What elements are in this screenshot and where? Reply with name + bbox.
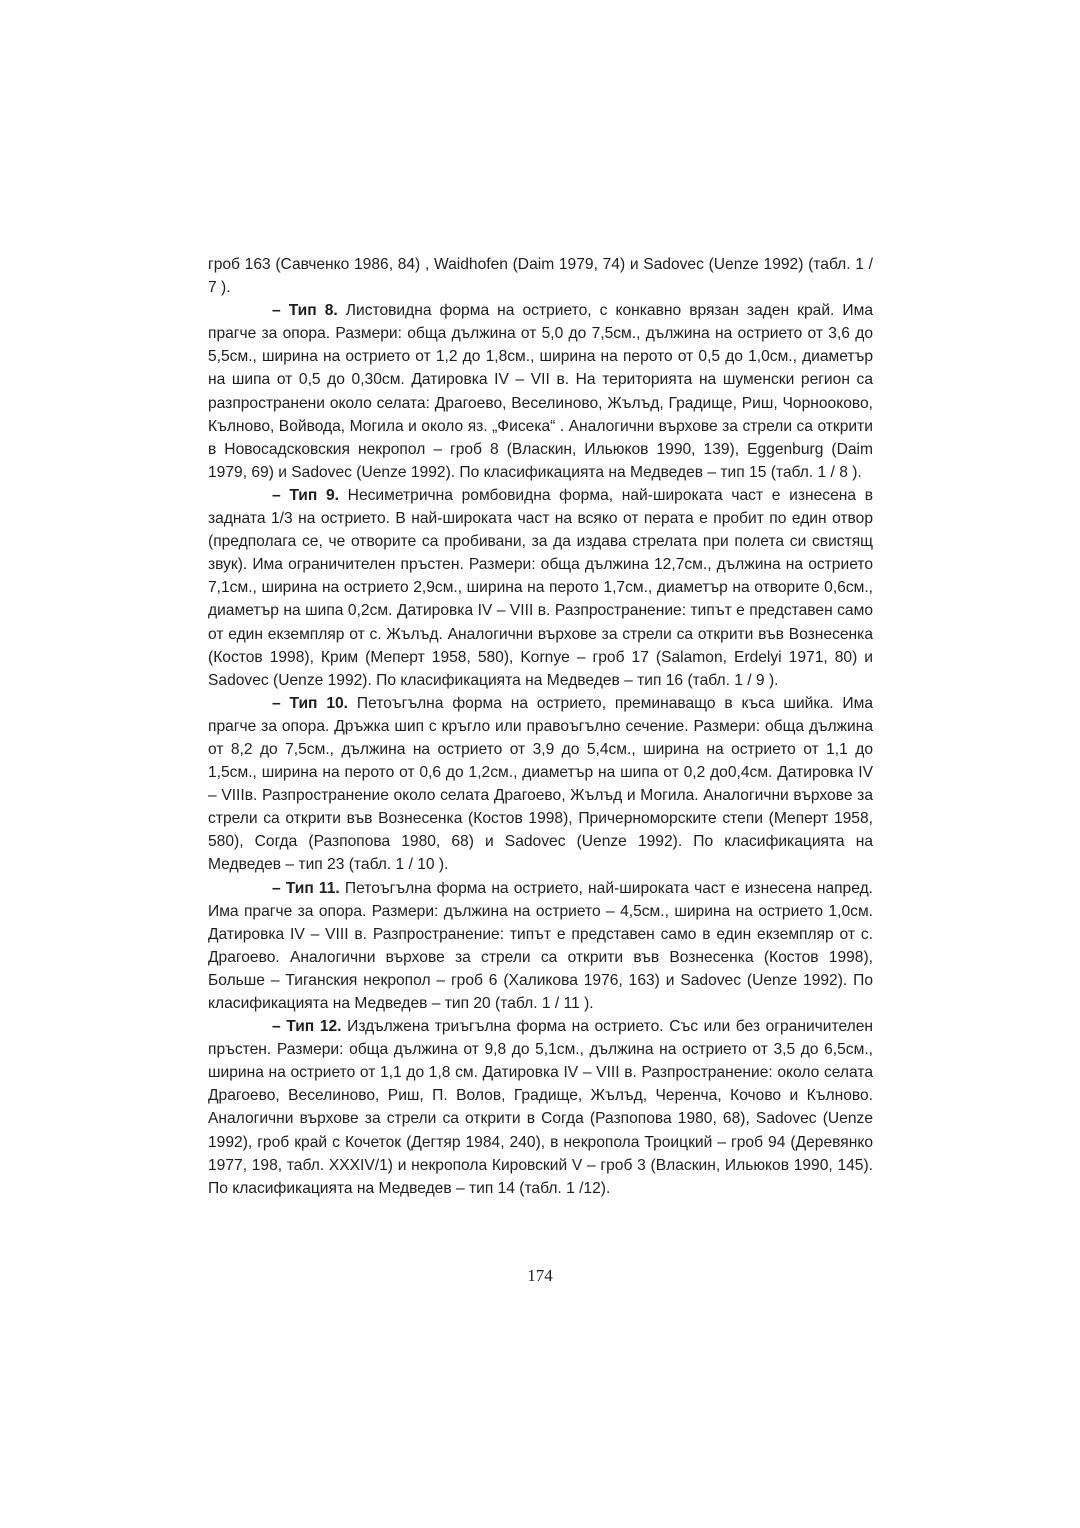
type-label: – Тип 8. [272,302,338,320]
paragraph-type-11 [208,877,873,1016]
page-number: 174 [527,1266,553,1285]
paragraph-text: Петоъгълна форма на острието, най-широката част е изнесена напред. Има прагче за опора. Размери: дължина на острието – 4,5см., ширина на острието 1,0см. Датировка IV – VIII в. Разпространение: типът е представен само в един екземпляр от с. Драгоево. Аналогични върхове за стрели са открити във Вознесенка (Костов 1998), Больше – Тиганския некропол – гроб 6 (Халикова 1976, 163) и Sadovec (Uenze 1992). По класификацията на Медведев – тип 20 (табл. 1 / 11 ). [208,879,873,1012]
paragraph-text: Листовидна форма на острието, с конкавно врязан заден край. Има прагче за опора. Размери: обща дължина от 5,0 до 7,5см., дължина на острието от 3,6 до 5,5см., ширина на острието от 1,2 до 1,8см., ширина на перото от 0,5 до 1,0см., диаметър на шипа от 0,5 до 0,30см. Датировка IV – VII в. На територията на шуменски регион са разпространени около селата: Драгоево, Веселиново, Жълъд, Градище, Риш, Чорнооково, Кълново, Войвода, Могила и около яз. „Фисека“ . Аналогични върхове за стрели са открити в Новосадсковския некропол – гроб 8 (Власкин, Ильюков 1990, 139), Eggenburg (Daim 1979, 69) и Sadovec (Uenze 1992). По класификацията на Медведев – тип 15 (табл. 1 / 8 ). [208,302,874,481]
type-label: – Тип 10. [272,694,349,712]
type-label: – Тип 12. [272,1018,342,1036]
paragraph-type-8 [208,299,873,484]
type-label: – Тип 9. [272,486,339,504]
paragraph-continuation [208,253,873,299]
paragraph-text: гроб 163 (Савченко 1986, 84) , Waidhofen (Daim 1979, 74) и Sadovec (Uenze 1992) (табл. 1 / 7 ). [208,256,873,297]
body-text [208,253,873,1200]
paragraph-type-10 [208,692,873,877]
paragraph-type-9 [208,484,873,692]
paragraph-text: Издължена триъгълна форма на острието. Със или без ограничителен пръстен. Размери: обща дължина от 9,8 до 5,1см., дължина на острието от 3,5 до 6,5см., ширина на острието от 1,1 до 1,8 см. Датировка IV – VIII в. Разпространение: около селата Драгоево, Веселиново, Риш, П. Волов, Градище, Жълъд, Черенча, Кочово и Кълново. Аналогични върхове за стрели са открити в Согда (Разпопова 1980, 68), Sadovec (Uenze 1992), гроб край с Кочеток (Дегтяр 1984, 240), в некропола Троицкий – гроб 94 (Деревянко 1977, 198, табл. XXXIV/1) и некропола Кировский V – гроб 3 (Власкин, Ильюков 1990, 145). По класификацията на Медведев – тип 14 (табл. 1 /12). [208,1018,874,1197]
paragraph-type-12 [208,1015,873,1200]
paragraph-text: Несиметрична ромбовидна форма, най-широката част е изнесена в задната 1/3 на острието. В най-широката част на всяко от перата е пробит по един отвор (предполага се, че отворите са пробивани, за да издава стрелата при полета си свистящ звук). Има ограничителен пръстен. Размери: обща дължина 12,7см., дължина на острието 7,1см., ширина на острието 2,9см., ширина на перото 1,7см., диаметър на отворите 0,6см., диаметър на шипа 0,2см. Датировка IV – VIII в. Разпространение: типът е представен само от един екземпляр от с. Жълъд. Аналогични върхове за стрели са открити във Вознесенка (Костов 1998), Крим (Меперт 1958, 580), Kornye – гроб 17 (Salamon, Erdelyi 1971, 80) и Sadovec (Uenze 1992). По класификацията на Медведев – тип 16 (табл. 1 / 9 ). [208,486,873,689]
paragraph-text: Петоъгълна форма на острието, преминаващо в къса шийка. Има прагче за опора. Дръжка шип с кръгло или правоъгълно сечение. Размери: обща дължина от 8,2 до 7,5см., дължина на острието от 3,9 до 5,4см., ширина на острието от 1,1 до 1,5см., ширина на перото от 0,6 до 1,2см., диаметър на шипа от 0,2 до0,4см. Датировка IV – VIIIв. Разпространение около селата Драгоево, Жълъд и Могила. Аналогични върхове за стрели са открити във Вознесенка (Костов 1998), Причерноморските степи (Меперт 1958, 580), Согда (Разпопова 1980, 68) и Sadovec (Uenze 1992). По класификацията на Медведев – тип 23 (табл. 1 / 10 ). [208,694,874,874]
type-label: – Тип 11. [272,879,340,897]
